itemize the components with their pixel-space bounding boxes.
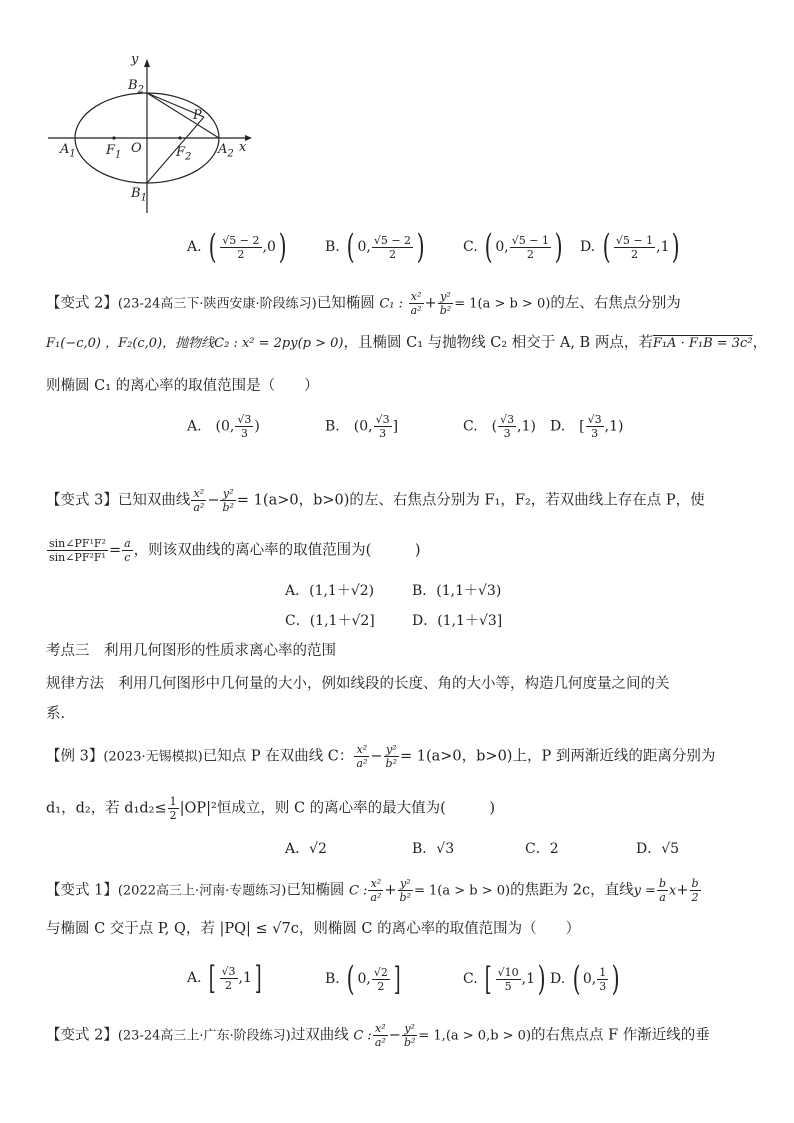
v2a-line1: 【变式 2】(23-24高三下·陕西安康·阶段练习)已知椭圆 C₁ : $\frac{\text{x²}}{\text{a²}}$ + $\frac{\text{y²}}{\text{b²}}$ = 1(a > b > 0)的左、右焦点分别为 [46, 290, 681, 317]
v3-option-d: D．(1,1＋√3] [412, 613, 503, 629]
prev-option-c: C. ( 0, $\frac{√5 - 1}{2}$ ) [463, 227, 563, 267]
figure-label-x: x [239, 140, 247, 155]
section-title: 考点三 利用几何图形的性质求离心率的范围 [46, 643, 336, 659]
prev-option-d: D. ( $\frac{√5 - 1}{2}$ ,1) [580, 227, 681, 267]
v2a-option-d: D. [ $\frac{√3}{3}$ ,1) [550, 413, 624, 440]
ellipse-figure [40, 55, 270, 220]
prev-option-a: A. ( $\frac{√5 - 2}{2}$ ,0) [187, 227, 287, 267]
figure-label-f2: $F_2$ [176, 145, 192, 163]
v1-option-b: B. ( 0, $\frac{√2}{2}$ ] [325, 959, 401, 999]
section-method-line1: 规律方法 利用几何图形中几何量的大小，例如线段的长度、角的大小等，构造几何度量之间的关 [46, 676, 670, 692]
ex3-line2: d₁，d₂，若 d₁d₂≤ $\frac{1}{2}$ |OP|²恒成立，则 C 的离心率的最大值为( ) [46, 795, 495, 822]
ex3-line1: 【例 3】(2023·无锡模拟)已知点 P 在双曲线 C： $\frac{\text{x²}}{\text{a²}}$ − $\frac{\text{y²}}{\text{b²}}$ = 1(a>0，b>0)上，P 到两渐近线的距离分别为 [46, 743, 716, 770]
v1-line2: 与椭圆 C 交于点 P, Q，若 |PQ| ≤ √7c，则椭圆 C 的离心率的取值范围为（ ） [46, 921, 581, 937]
v1-option-c: C. [ $\frac{√10}{5}$ ,1) [463, 959, 546, 999]
figure-label-a2: $A_2$ [218, 142, 234, 160]
figure-label-a1: $A_1$ [60, 142, 76, 160]
ex3-option-d: D．√5 [636, 841, 680, 857]
v2a-option-c: C. ( $\frac{√3}{3}$ ,1) [463, 413, 536, 440]
prev-option-b: B. ( 0, $\frac{√5 - 2}{2}$ ) [325, 227, 425, 267]
figure-label-b2: $B_2$ [128, 78, 144, 96]
v3-option-c: C．(1,1＋√2] [285, 613, 375, 629]
ex3-option-c: C．2 [525, 841, 559, 857]
v1-option-d: D. ( 0, $\frac{1}{3}$ ) [550, 959, 620, 999]
figure-label-y: y [131, 52, 139, 67]
ex3-option-b: B．√3 [412, 841, 455, 857]
v1-line1: 【变式 1】(2022高三上·河南·专题练习)已知椭圆 C : $\frac{\text{x²}}{\text{a²}}$ + $\frac{\text{y²}}{\text{b²}}$ = 1(a > b > 0)的焦距为 2c，直线y = $\frac{b}{a}$ x+ $\frac{b}{2}$ [46, 877, 699, 904]
figure-label-f1: $F_1$ [106, 143, 122, 161]
v3-option-a: A．(1,1＋√2) [285, 583, 375, 599]
v1-option-a: A. [ $\frac{√3}{2}$ ,1] [187, 959, 262, 997]
v3-line1: 【变式 3】已知双曲线 $\frac{\text{x²}}{\text{a²}}$ − $\frac{\text{y²}}{\text{b²}}$ = 1(a>0，b>0)的左、右焦点分别为 F₁，F₂，若双曲线上存在点 P，使 [46, 487, 705, 514]
v2a-option-a: A. (0, $\frac{√3}{3}$ ) [187, 413, 260, 440]
section-method-line2: 系. [46, 706, 66, 722]
figure-label-p: P [193, 108, 202, 123]
v2b-line1: 【变式 2】(23-24高三上·广东·阶段练习)过双曲线 C : $\frac{\text{x²}}{\text{a²}}$ − $\frac{\text{y²}}{\text{b²}}$ = 1,(a > 0,b > 0)的右焦点点 F 作渐近线的垂 [46, 1022, 710, 1049]
v2a-line3: 则椭圆 C₁ 的离心率的取值范围是（ ） [46, 378, 319, 394]
v2a-option-b: B. (0, $\frac{√3}{3}$ ] [325, 413, 399, 440]
figure-label-b1: $B_1$ [131, 186, 147, 204]
figure-label-o: O [131, 141, 142, 156]
v3-option-b: B．(1,1＋√3) [412, 583, 502, 599]
v2a-line2: F₁(−c,0) ，F₂(c,0)，抛物线C₂ : x² = 2py(p > 0)，且椭圆 C₁ 与抛物线 C₂ 相交于 A, B 两点，若F₁A · F₁B = 3c²， [46, 335, 768, 351]
ex3-option-a: A．√2 [285, 841, 327, 857]
v3-line2: $\frac{\text{sin∠PF¹F²}}{\text{sin∠PF²F¹}}$ = $\frac{a}{c}$ ，则该双曲线的离心率的取值范围为( ) [49, 537, 421, 564]
